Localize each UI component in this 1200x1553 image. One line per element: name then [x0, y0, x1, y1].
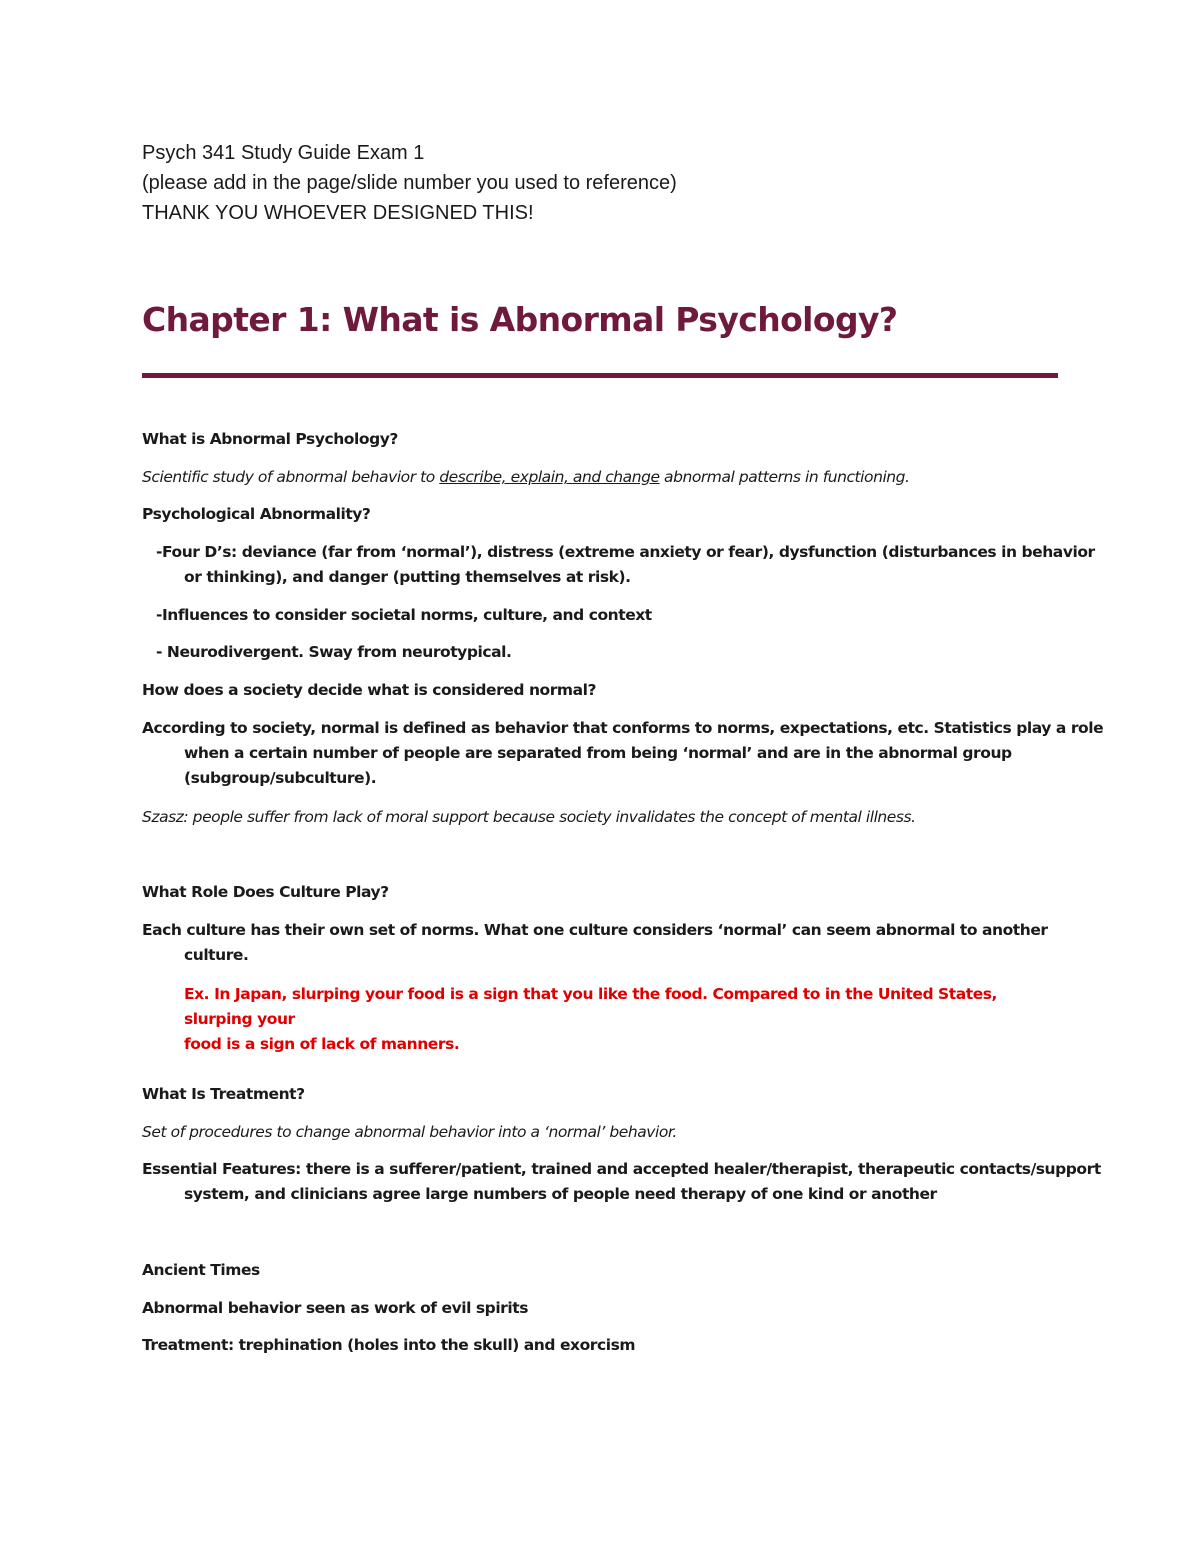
definition-pre: Scientific study of abnormal behavior to	[142, 468, 440, 486]
question-heading: What Is Treatment?	[142, 1085, 305, 1103]
example-line: food is a sign of lack of manners.	[184, 1035, 460, 1053]
definition-underlined: describe, explain, and change	[439, 468, 660, 486]
body-line: Treatment: trephination (holes into the skull) and exorcism	[142, 1336, 636, 1354]
question-heading: Psychological Abnormality?	[142, 505, 371, 523]
definition-text	[142, 465, 1062, 490]
example-callout	[184, 982, 1064, 1057]
bullet-dash: -	[156, 543, 162, 561]
doc-title-line: Psych 341 Study Guide Exam 1	[142, 142, 425, 164]
bullet-item	[142, 540, 1104, 590]
bullet-item	[142, 603, 1104, 628]
answer-paragraph: Each culture has their own set of norms. What one culture considers ‘normal’ can seem abnormal to another culture.	[142, 921, 1048, 964]
treatment-definition: Set of procedures to change abnormal behavior into a ‘normal’ behavior.	[142, 1123, 677, 1141]
bullet-item	[142, 640, 1104, 665]
szasz-quote: Szasz: people suffer from lack of moral support because society invalidates the concept of mental illness.	[142, 808, 916, 826]
doc-subtitle-line: (please add in the page/slide number you used to reference)	[142, 172, 677, 194]
section-heading: Ancient Times	[142, 1261, 260, 1279]
doc-thanks-line: THANK YOU WHOEVER DESIGNED THIS!	[142, 202, 534, 224]
example-line: Ex. In Japan, slurping your food is a sign that you like the food. Compared to in the United States, slurping your	[184, 985, 997, 1028]
bullet-text: Neurodivergent. Sway from neurotypical.	[161, 643, 512, 661]
answer-paragraph: According to society, normal is defined as behavior that conforms to norms, expectations, etc. Statistics play a role when a certain number of people are separated from being ‘normal’ and are in the abnormal group (subgroup/subculture).	[142, 719, 1104, 787]
chapter-title: Chapter 1: What is Abnormal Psychology?	[142, 300, 898, 339]
bullet-text: Influences to consider societal norms, culture, and context	[161, 606, 652, 624]
definition-post: abnormal patterns in functioning.	[659, 468, 910, 486]
question-heading: What Role Does Culture Play?	[142, 883, 389, 901]
bullet-text: Four D’s: deviance (far from ‘normal’), distress (extreme anxiety or fear), dysfunction (disturbances in behavior or thinking), and danger (putting themselves at risk).	[161, 543, 1095, 586]
body-line: Abnormal behavior seen as work of evil spirits	[142, 1299, 528, 1317]
answer-paragraph: Essential Features: there is a sufferer/patient, trained and accepted healer/therapist, therapeutic contacts/support system, and clinicians agree large numbers of people need therapy of one kind or another	[142, 1160, 1101, 1203]
chapter-divider	[142, 373, 1058, 378]
bullet-dash: -	[156, 643, 162, 661]
question-heading: How does a society decide what is considered normal?	[142, 681, 597, 699]
bullet-dash: -	[156, 606, 162, 624]
question-heading: What is Abnormal Psychology?	[142, 430, 398, 448]
